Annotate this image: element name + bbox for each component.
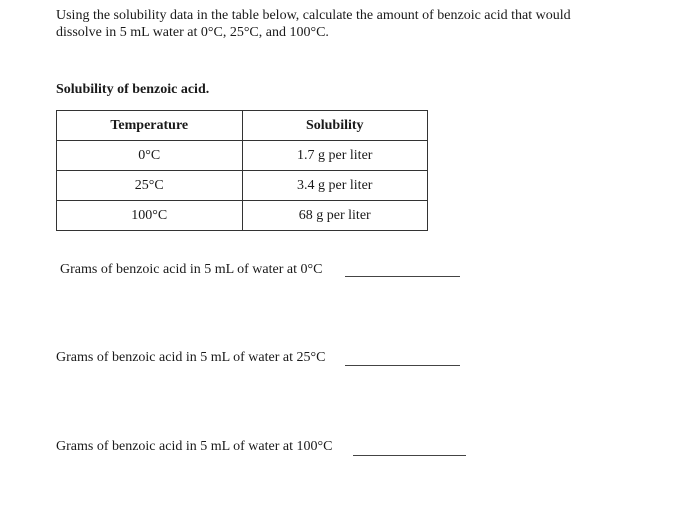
instructions-line-1: Using the solubility data in the table below, calculate the amount of benzoic acid that would	[56, 8, 571, 23]
table-row	[57, 171, 428, 201]
header-temperature: Temperature	[57, 111, 243, 141]
question-25c: Grams of benzoic acid in 5 mL of water at 25°C	[56, 350, 326, 365]
temperature-cell: 100°C	[57, 201, 243, 231]
instructions	[56, 7, 656, 41]
table-header-row	[57, 111, 428, 141]
solubility-cell: 1.7 g per liter	[242, 141, 428, 171]
temperature-cell: 25°C	[57, 171, 243, 201]
table-caption: Solubility of benzoic acid.	[56, 82, 210, 97]
table-row	[57, 141, 428, 171]
question-100c: Grams of benzoic acid in 5 mL of water at 100°C	[56, 439, 333, 454]
instructions-line-2: dissolve in 5 mL water at 0°C, 25°C, and 100°C.	[56, 25, 329, 40]
answer-blank-100c[interactable]	[353, 455, 466, 456]
solubility-table	[56, 110, 428, 231]
answer-blank-25c[interactable]	[345, 365, 460, 366]
solubility-cell: 68 g per liter	[242, 201, 428, 231]
solubility-cell: 3.4 g per liter	[242, 171, 428, 201]
table-row	[57, 201, 428, 231]
answer-blank-0c[interactable]	[345, 276, 460, 277]
temperature-cell: 0°C	[57, 141, 243, 171]
question-0c: Grams of benzoic acid in 5 mL of water at 0°C	[60, 262, 323, 277]
header-solubility: Solubility	[242, 111, 428, 141]
